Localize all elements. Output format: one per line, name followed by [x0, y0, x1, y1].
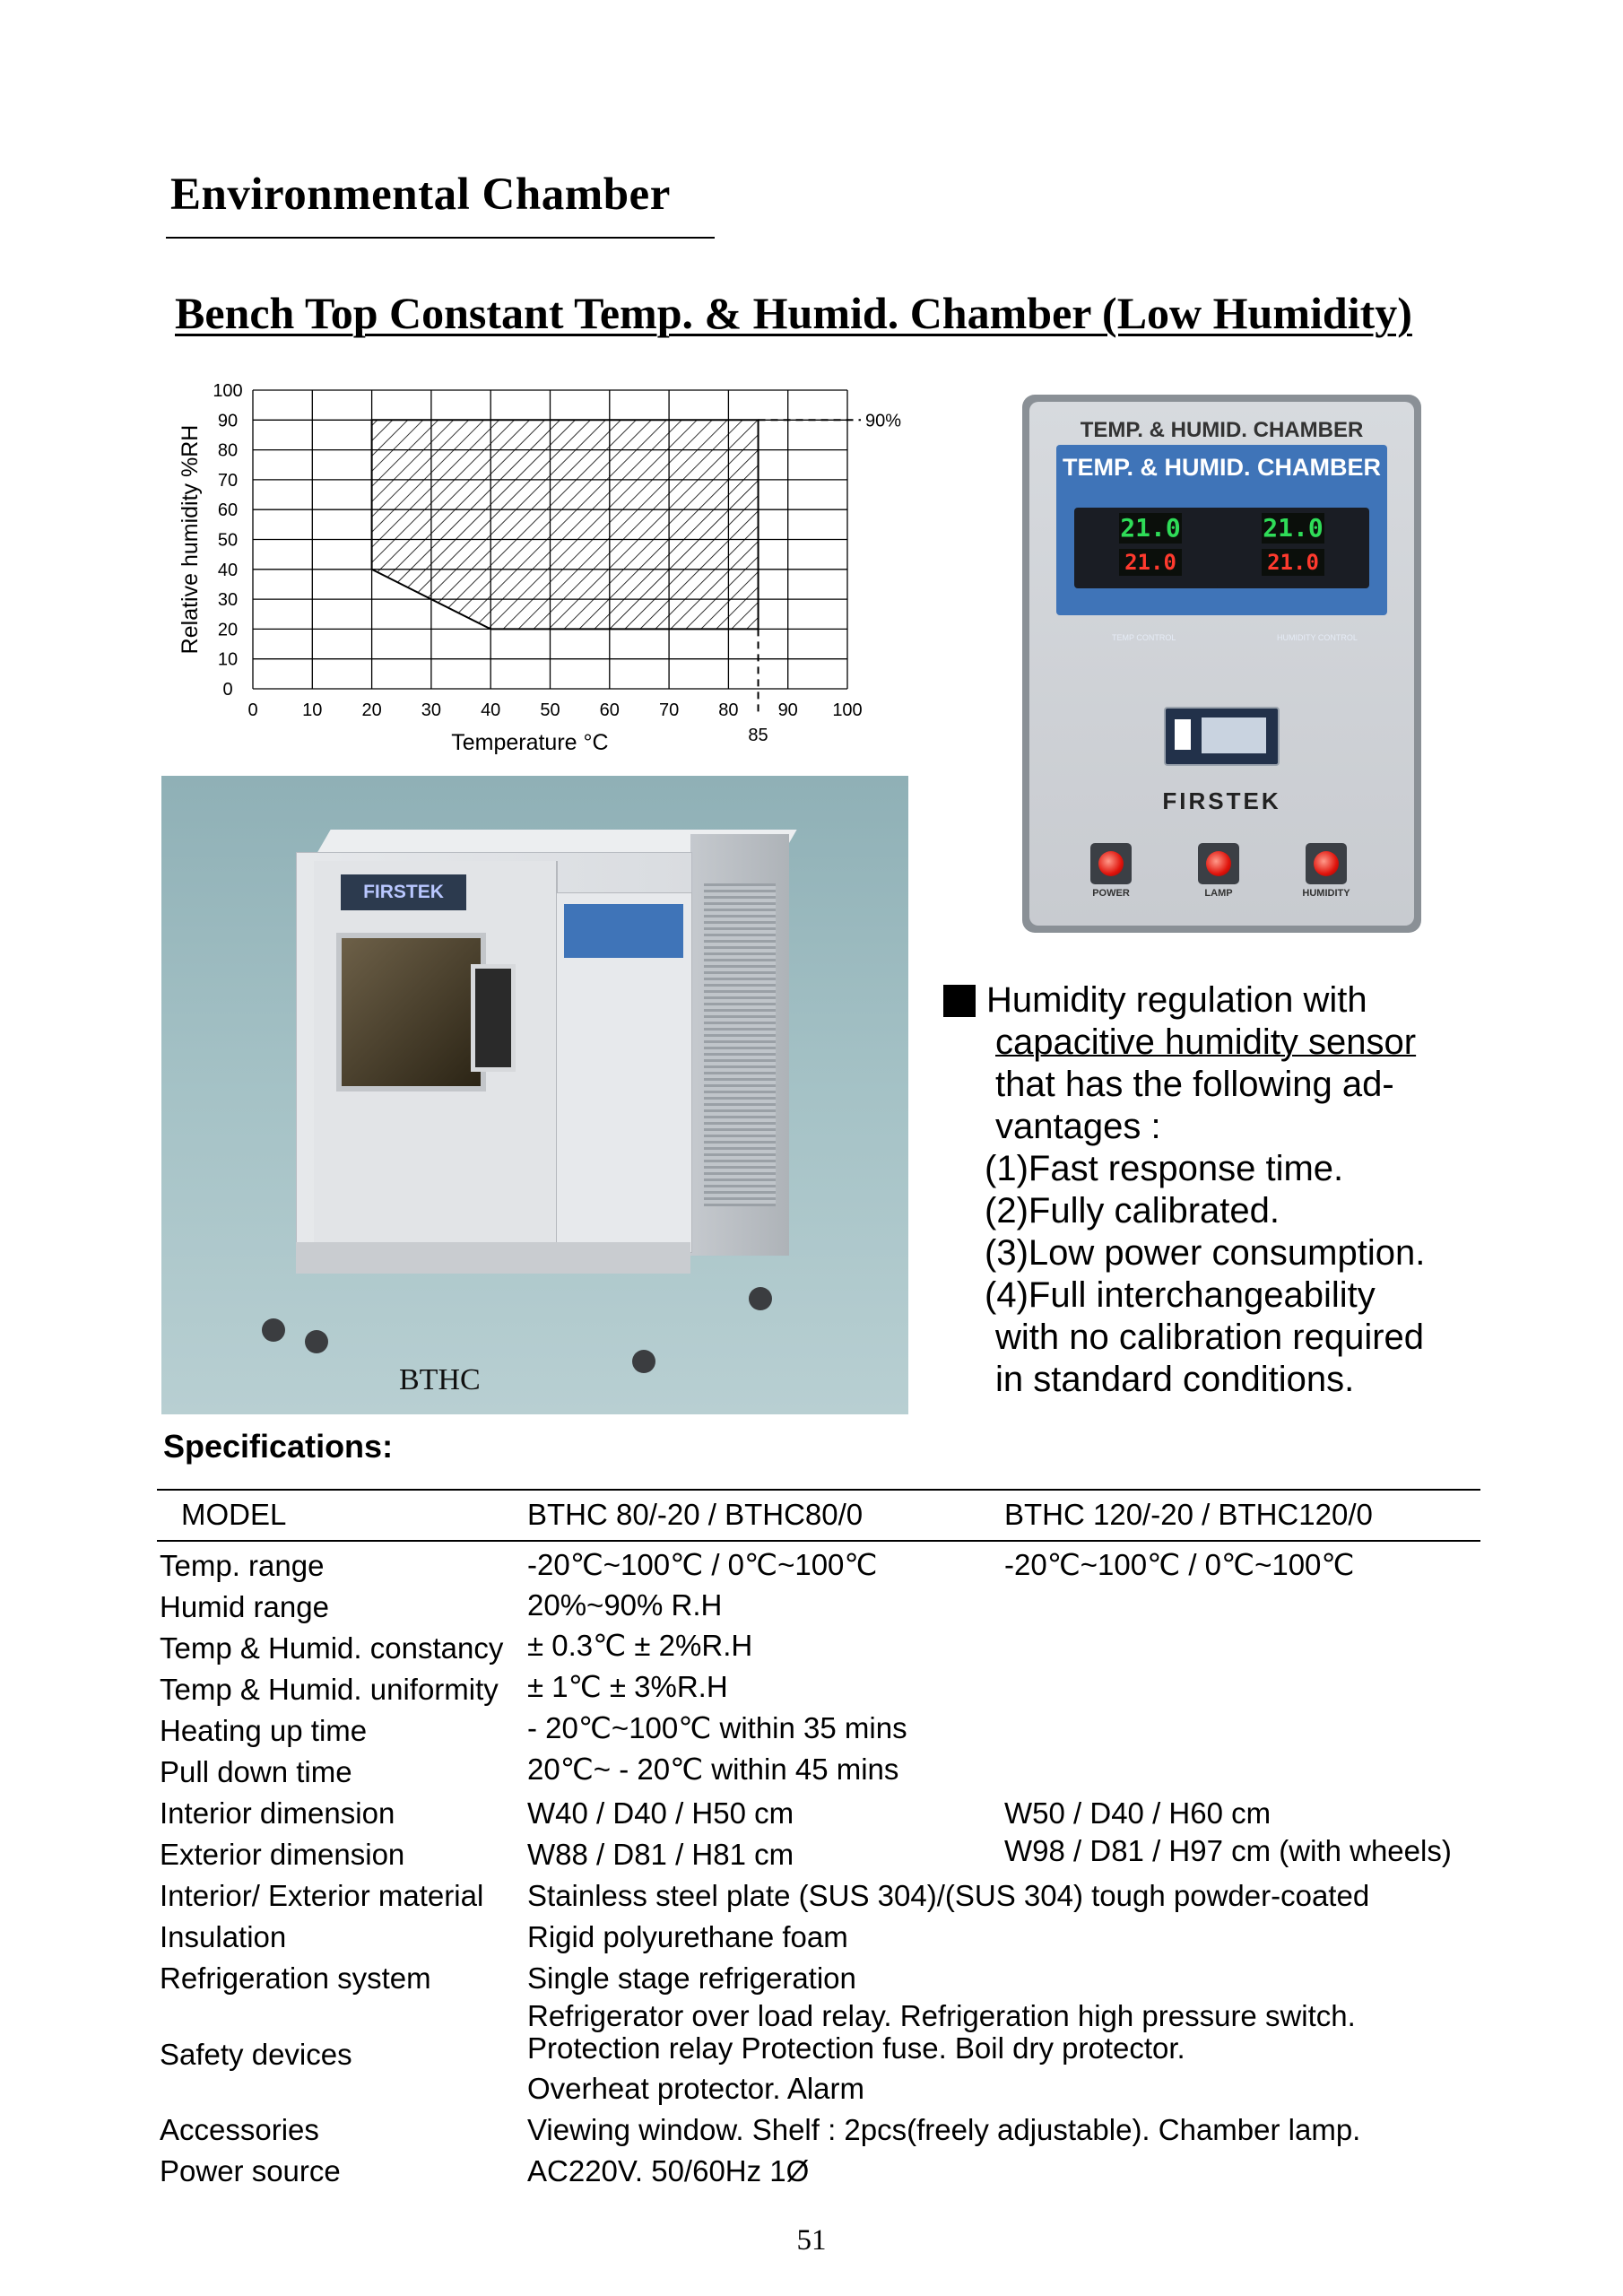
humidity-region	[372, 420, 759, 629]
x-axis-label: Temperature °C	[451, 730, 609, 755]
spec-col-a: BTHC 80/-20 / BTHC80/0	[527, 1498, 864, 1531]
spec-value-a: W40 / D40 / H50 cm	[527, 1796, 794, 1830]
feature-item-3: (3)Low power consumption.	[985, 1233, 1426, 1273]
x-tick-label: 90	[777, 700, 798, 720]
spec-value-a: 20℃~ - 20℃ within 45 mins	[527, 1752, 899, 1786]
y-tick-label: 30	[217, 590, 239, 611]
spec-value-a: ± 1℃ ± 3%R.H	[527, 1670, 728, 1703]
circuit-breaker	[1164, 707, 1280, 766]
x-tick-label: 30	[421, 700, 442, 720]
lamp-lamp-label: LAMP	[1204, 888, 1233, 899]
spec-label: Interior/ Exterior material	[160, 1879, 484, 1912]
humid-pv-display: 21.0	[1263, 513, 1324, 543]
feature-item-2: (2)Fully calibrated.	[985, 1191, 1280, 1231]
breaker-switch	[1175, 719, 1191, 750]
y-tick-label: 60	[217, 500, 239, 521]
temp-controller	[1074, 508, 1227, 588]
product-photo	[161, 776, 908, 1414]
chamber-controller	[564, 904, 683, 958]
spec-label: Temp & Humid. uniformity	[160, 1673, 499, 1706]
specifications-heading: Specifications:	[163, 1428, 394, 1465]
feature-item-4b: with no calibration required	[995, 1318, 1425, 1357]
spec-value-a: Stainless steel plate (SUS 304)/(SUS 304) tough powder-coated	[527, 1879, 1370, 1912]
humidity-controller	[1217, 508, 1369, 588]
spec-value-a: ± 0.3℃ ± 2%R.H	[527, 1629, 753, 1662]
humid-control-label: HUMIDITY CONTROL	[1277, 633, 1358, 642]
x-tick-label: 20	[361, 700, 382, 720]
y-tick-label: 40	[217, 560, 239, 580]
spec-value-a: Rigid polyurethane foam	[527, 1920, 848, 1953]
chamber-base	[296, 1242, 690, 1274]
spec-value-b: W98 / D81 / H97 cm (with wheels)	[1004, 1834, 1452, 1867]
title-divider	[166, 237, 715, 239]
spec-label: Interior dimension	[160, 1796, 395, 1830]
x-tick-label: 60	[599, 700, 620, 720]
spec-label: Insulation	[160, 1920, 287, 1953]
y-tick-label: 100	[213, 381, 243, 401]
lamp-lamp-icon	[1198, 843, 1239, 884]
feature-item-4: (4)Full interchangeability	[985, 1275, 1376, 1315]
feature-line4: vantages :	[995, 1107, 1161, 1146]
page-subtitle: Bench Top Constant Temp. & Humid. Chamber (Low Humidity)	[175, 288, 1412, 338]
spec-power: AC220V. 50/60Hz 1Ø	[527, 2154, 810, 2187]
feature-intro: Humidity regulation with	[986, 980, 1367, 1020]
x-tick-label: 70	[658, 700, 680, 720]
control-panel-face	[1029, 402, 1414, 926]
temp-sv-display: 21.0	[1119, 549, 1182, 576]
annotation-85: 85	[748, 726, 768, 745]
wheel-icon	[305, 1330, 328, 1353]
spec-value-a: W88 / D81 / H81 cm	[527, 1838, 794, 1871]
y-axis-label: Relative humidity %RH	[178, 424, 203, 655]
spec-label: Pull down time	[160, 1755, 352, 1788]
y-tick-label: 50	[217, 530, 239, 551]
page-title: Environmental Chamber	[170, 170, 671, 220]
control-panel-header: TEMP. & HUMID. CHAMBER	[1080, 418, 1364, 442]
y-tick-label: 70	[217, 470, 239, 491]
feature-line3: that has the following ad-	[995, 1065, 1394, 1104]
wheel-icon	[632, 1350, 655, 1373]
door-handle	[471, 964, 516, 1072]
feature-item-4c: in standard conditions.	[995, 1360, 1355, 1399]
humidity-range-chart	[170, 368, 933, 762]
controller-title: TEMP. & HUMID. CHAMBER	[1062, 454, 1381, 481]
y-tick-label: 80	[217, 440, 239, 461]
x-tick-label: 80	[718, 700, 739, 720]
wheel-icon	[749, 1287, 772, 1310]
x-tick-label: 100	[832, 700, 863, 720]
spec-col-b: BTHC 120/-20 / BTHC120/0	[1004, 1498, 1373, 1531]
page-number: 51	[796, 2224, 827, 2257]
humidity-lamp-label: HUMIDITY	[1302, 888, 1350, 899]
spec-accessories: Viewing window. Shelf : 2pcs(freely adjustable). Chamber lamp.	[527, 2113, 1361, 2146]
breaker-label	[1202, 718, 1266, 753]
spec-label-safety: Safety devices	[160, 2038, 352, 2071]
wheel-icon	[262, 1318, 285, 1342]
spec-safety-line: Refrigerator over load relay. Refrigeration high pressure switch.	[527, 1999, 1356, 2032]
y-tick-label: 90	[217, 411, 239, 431]
spec-header-rule	[157, 1540, 1480, 1542]
x-tick-label: 10	[302, 700, 323, 720]
y-tick-label: 0	[222, 680, 233, 700]
y-tick-label: 10	[217, 649, 239, 670]
spec-value-a: Single stage refrigeration	[527, 1961, 856, 1995]
spec-label: Refrigeration system	[160, 1961, 431, 1995]
panel-brand: FIRSTEK	[1162, 787, 1281, 814]
x-tick-label: 50	[540, 700, 560, 720]
annotation-90-percent: 90%	[865, 411, 902, 431]
spec-label: Humid range	[160, 1590, 329, 1623]
viewing-window	[336, 933, 486, 1091]
feature-item-1: (1)Fast response time.	[985, 1149, 1344, 1188]
spec-safety-line: Protection relay Protection fuse. Boil dry protector.	[527, 2031, 1185, 2065]
spec-label-power: Power source	[160, 2154, 341, 2187]
spec-label: Temp & Humid. constancy	[160, 1631, 504, 1665]
spec-label: Heating up time	[160, 1714, 368, 1747]
side-vent	[704, 883, 776, 1206]
spec-value-a: - 20℃~100℃ within 35 mins	[527, 1711, 907, 1744]
feature-sensor: capacitive humidity sensor	[995, 1022, 1417, 1062]
spec-value-a: 20%~90% R.H	[527, 1588, 723, 1622]
spec-label: Exterior dimension	[160, 1838, 405, 1871]
y-tick-label: 20	[217, 620, 239, 640]
temp-control-label: TEMP CONTROL	[1112, 633, 1176, 642]
bullet-square-icon	[943, 985, 976, 1017]
spec-value-a: -20℃~100℃ / 0℃~100℃	[527, 1548, 878, 1581]
controller-panel	[1056, 445, 1387, 642]
chamber-logo: FIRSTEK	[341, 874, 466, 910]
spec-top-rule	[157, 1489, 1480, 1491]
spec-col-model: MODEL	[181, 1498, 287, 1531]
spec-label-accessories: Accessories	[160, 2113, 319, 2146]
control-panel-photo	[1022, 395, 1421, 933]
x-tick-label: 0	[247, 700, 258, 720]
spec-value-b: -20℃~100℃ / 0℃~100℃	[1004, 1548, 1355, 1581]
photo-caption: BTHC	[399, 1363, 481, 1396]
spec-value-b: W50 / D40 / H60 cm	[1004, 1796, 1271, 1830]
temp-pv-display: 21.0	[1120, 513, 1181, 543]
power-lamp-label: POWER	[1092, 888, 1130, 899]
humid-sv-display: 21.0	[1262, 549, 1324, 576]
x-tick-label: 40	[481, 700, 501, 720]
spec-label: Temp. range	[160, 1549, 325, 1582]
power-lamp-icon	[1090, 843, 1132, 884]
humidity-lamp-icon	[1306, 843, 1347, 884]
spec-safety-line: Overheat protector. Alarm	[527, 2072, 865, 2105]
